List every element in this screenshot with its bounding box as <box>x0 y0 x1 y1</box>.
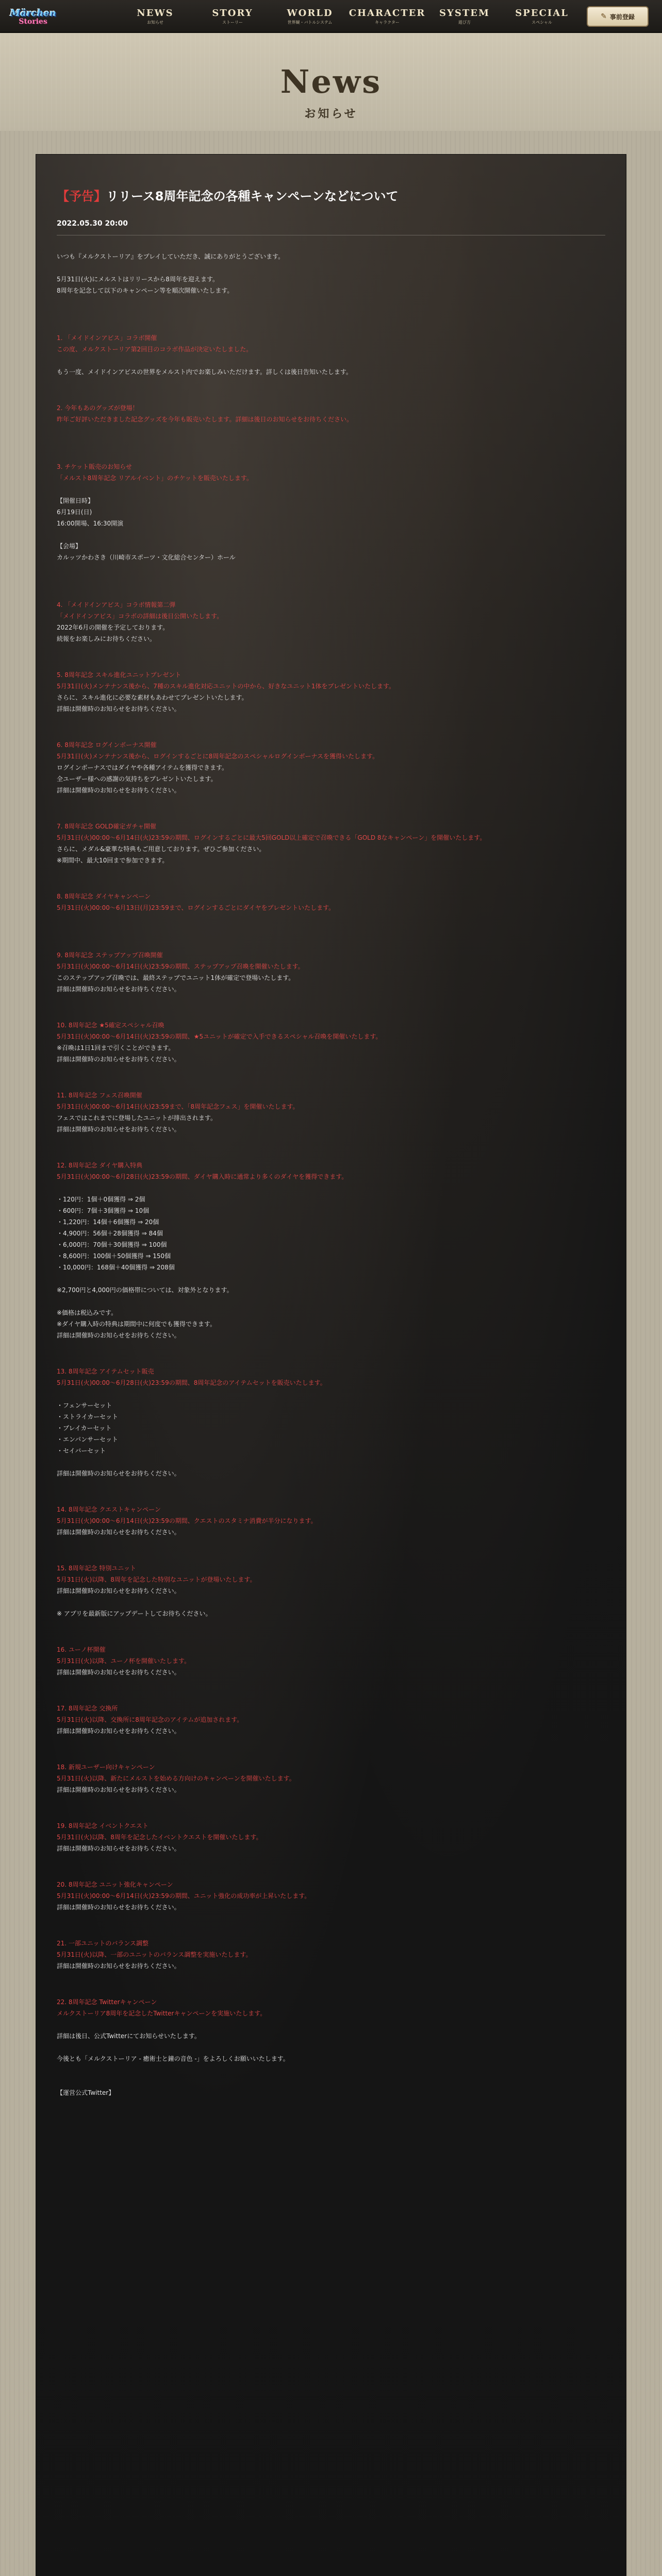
section-line: 16:00開場、16:30開演 <box>57 520 124 527</box>
section-line: 5月31日(火)00:00～6月28日(火)23:59の期間、8周年記念のアイテムセットを販売いたします。 <box>57 1379 326 1386</box>
section-line: 5月31日(火)以降、8周年を記念したイベントクエストを開催いたします。 <box>57 1834 262 1841</box>
section-heading: 11. 8周年記念 フェス召喚開催 <box>57 1092 142 1099</box>
section-heading: 12. 8周年記念 ダイヤ購入特典 <box>57 1162 143 1169</box>
main-nav <box>117 0 581 33</box>
page-title-area <box>0 33 662 131</box>
news-section <box>57 402 605 436</box>
intro-line: 8周年を記念して以下のキャンペーン等を順次開催いたします。 <box>57 287 234 294</box>
section-line: 5月31日(火)00:00～6月14日(火)23:59の期間、ログインするごとに最大5回GOLD以上確定で召喚できる「GOLD 8なキャンペーン」を開催いたします。 <box>57 834 486 841</box>
section-line: 詳細は開催時のお知らせをお待ちください。 <box>57 1962 180 1970</box>
section-line <box>57 1273 605 1284</box>
nav-news-sub: お知らせ <box>147 20 163 25</box>
article-date: 2022.05.30 20:00 <box>57 219 128 228</box>
section-line: 5月31日(火)以降、新たにメルストを始める方向けのキャンペーンを開催いたします。 <box>57 1775 295 1782</box>
section-line: 2022年6月の開催を予定しております。 <box>57 624 169 631</box>
news-section <box>57 1366 605 1479</box>
section-line: 5月31日(火)00:00～6月13日(月)23:59まで、ログインするごとにダイヤをプレゼントいたします。 <box>57 904 335 911</box>
section-line <box>57 913 605 925</box>
section-line: 詳細は開催時のお知らせをお待ちください。 <box>57 1727 180 1735</box>
section-line: フェスではこれまでに登場したユニットが排出されます。 <box>57 1114 217 1122</box>
pre-register-button[interactable] <box>587 6 649 27</box>
section-heading: 9. 8周年記念 ステップアップ召喚開催 <box>57 952 163 959</box>
section-line <box>57 355 605 366</box>
nav-world-sub: 世界観・バトルシステム <box>287 20 333 25</box>
nav-character-label: CHARACTER <box>349 8 426 19</box>
logo-sub-text: Stories <box>19 18 47 26</box>
section-line: 5月31日(火)メンテナンス後から、ログインするごとに8周年記念のスペシャルログインボーナスを獲得いたします。 <box>57 753 379 760</box>
section-line <box>57 563 605 574</box>
section-line: ※ダイヤ購入時の特典は期間中に何度でも獲得できます。 <box>57 1320 216 1328</box>
nav-story-sub: ストーリー <box>222 20 243 25</box>
section-line <box>57 1296 605 1307</box>
section-heading: 15. 8周年記念 特別ユニット <box>57 1565 136 1572</box>
section-line <box>57 425 605 436</box>
section-line: ・600円：7個＋3個獲得 ⇒ 10個 <box>57 1207 150 1214</box>
section-heading: 4. 「メイドインアビス」コラボ情報第二弾 <box>57 601 176 608</box>
section-heading: 21. 一部ユニットのバランス調整 <box>57 1940 149 1947</box>
section-line: 5月31日(火)メンテナンス後から、7種のスキル進化対応ユニットの中から、好きなユニット1体をプレゼントいたします。 <box>57 683 395 690</box>
section-line: ・4,900円：56個＋28個獲得 ⇒ 84個 <box>57 1230 163 1237</box>
section-line: 詳細は開催時のお知らせをお待ちください。 <box>57 986 180 993</box>
section-line <box>57 1182 605 1194</box>
nav-character-sub: キャラクター <box>375 20 400 25</box>
article-intro <box>57 251 605 308</box>
article-title-text: リリース8周年記念の各種キャンペーンなどについて <box>106 189 399 204</box>
section-line: ・1,220円：14個＋6個獲得 ⇒ 20個 <box>57 1218 159 1226</box>
section-line: 5月31日(火)00:00～6月14日(火)23:59の期間、クエストのスタミナ消費が半分になります。 <box>57 1517 317 1524</box>
section-line <box>57 2019 605 2030</box>
nav-news-label: NEWS <box>137 8 174 19</box>
section-line: ・120円：1個＋0個獲得 ⇒ 2個 <box>57 1196 145 1203</box>
news-section <box>57 1160 605 1341</box>
section-heading: 7. 8周年記念 GOLD確定ガチャ開催 <box>57 823 157 830</box>
article-tag: 【予告】 <box>57 189 106 204</box>
news-section <box>57 1820 605 1854</box>
section-line: 5月31日(火)00:00～6月14日(火)23:59まで、「8周年記念フェス」を開催いたします。 <box>57 1103 299 1110</box>
section-line: 詳細は開催時のお知らせをお待ちください。 <box>57 1786 180 1793</box>
section-line: ※期間中、最大10回まで参加できます。 <box>57 857 169 864</box>
news-section <box>57 599 605 645</box>
section-line: 詳細は開催時のお知らせをお待ちください。 <box>57 1669 180 1676</box>
page-title: News <box>280 63 382 100</box>
section-line: 昨年ご好評いただきました記念グッズを今年も販売いたします。詳細は後日のお知らせをお待ちください。 <box>57 416 353 423</box>
section-line: 【開催日時】 <box>57 497 94 504</box>
section-heading: 2. 今年もあのグッズが登場！ <box>57 404 139 412</box>
section-line <box>57 484 605 495</box>
nav-story-label: STORY <box>212 8 253 19</box>
section-line: 詳細は後日、公式Twitterにてお知らせいたします。 <box>57 2032 201 2040</box>
section-heading: 22. 8周年記念 Twitterキャンペーン <box>57 1998 157 2006</box>
section-line <box>57 1597 605 1608</box>
section-line <box>57 2042 605 2053</box>
nav-story[interactable] <box>194 0 271 33</box>
nav-news[interactable] <box>117 0 194 33</box>
section-line: 5月31日(火)00:00～6月14日(火)23:59の期間、ステップアップ召喚を開催いたします。 <box>57 963 304 970</box>
section-line: 全ユーザー様への感謝の気持ちをプレゼントいたします。 <box>57 775 217 783</box>
section-line: 詳細は開催時のお知らせをお待ちください。 <box>57 1845 180 1852</box>
section-line: ・6,000円：70個＋30個獲得 ⇒ 100個 <box>57 1241 167 1248</box>
section-line <box>57 2076 605 2087</box>
section-line: メルクストーリア8周年を記念したTwitterキャンペーンを実施いたします。 <box>57 2010 267 2017</box>
page-subtitle: お知らせ <box>304 108 358 121</box>
section-heading: 18. 新規ユーザー向けキャンペーン <box>57 1764 155 1771</box>
news-section <box>57 1879 605 1913</box>
intro-line: いつも『メルクストーリア』をプレイしていただき、誠にありがとうございます。 <box>57 253 285 260</box>
section-heading: 19. 8周年記念 イベントクエスト <box>57 1822 148 1829</box>
section-line: 5月31日(火)00:00～6月14日(火)23:59の期間、★5ユニットが確定で入手できるスペシャル召喚を開催いたします。 <box>57 1033 382 1040</box>
news-section <box>57 1703 605 1737</box>
global-header <box>0 0 662 33</box>
news-section <box>57 739 605 796</box>
section-line: 5月31日(火)以降、ユーノ杯を開催いたします。 <box>57 1657 191 1665</box>
section-line: ※ アプリを最新版にアップデートしてお待ちください。 <box>57 1610 212 1617</box>
section-line: 6月19日(日) <box>57 509 92 516</box>
section-heading: 6. 8周年記念 ログインボーナス開催 <box>57 741 157 749</box>
section-line <box>57 2064 605 2076</box>
game-logo[interactable] <box>9 2 57 32</box>
section-line: ※価格は税込みです。 <box>57 1309 118 1316</box>
news-article-panel <box>36 155 626 2576</box>
section-line: ・エンパンサーセット <box>57 1436 118 1443</box>
section-heading: 16. ユーノ杯開催 <box>57 1646 106 1653</box>
section-heading: 20. 8周年記念 ユニット強化キャンペーン <box>57 1881 173 1888</box>
nav-special-sub: スペシャル <box>532 20 552 25</box>
section-line: 今後とも「メルクストーリア - 癒術士と鐘の音色 -」をよろしくお願いいたします。 <box>57 2055 289 2062</box>
news-section <box>57 332 605 378</box>
section-line: 詳細は開催時のお知らせをお待ちください。 <box>57 1529 180 1536</box>
news-section <box>57 1504 605 1538</box>
nav-character[interactable] <box>349 0 426 33</box>
section-line: ・セイバーセット <box>57 1447 106 1454</box>
section-heading: 13. 8周年記念 アイテムセット販売 <box>57 1368 154 1375</box>
section-line: ・ストライカーセット <box>57 1413 119 1420</box>
section-line: 詳細は開催時のお知らせをお待ちください。 <box>57 787 180 794</box>
nav-system-label: SYSTEM <box>439 8 490 19</box>
section-line: このステップアップ召喚では、最終ステップでユニット1体が確定で登場いたします。 <box>57 974 295 981</box>
article-title <box>57 188 605 205</box>
article-body <box>57 251 605 2098</box>
section-line: さらに、メダル&豪華な特典もご用意しております。ぜひご参加ください。 <box>57 845 266 853</box>
section-line: ・10,000円：168個＋40個獲得 ⇒ 208個 <box>57 1264 175 1271</box>
section-line: 5月31日(火)00:00～6月28日(火)23:59の期間、ダイヤ購入時に通常より多くのダイヤを獲得できます。 <box>57 1173 348 1180</box>
nav-system-sub: 遊び方 <box>458 20 471 25</box>
nav-special[interactable] <box>503 0 581 33</box>
section-line: 詳細は開催時のお知らせをお待ちください。 <box>57 705 180 713</box>
section-line <box>57 1388 605 1400</box>
section-line: 【運営公式Twitter】 <box>57 2089 115 2096</box>
section-line <box>57 1456 605 1468</box>
section-line: 5月31日(火)以降、交換所に8周年記念のアイテムが追加されます。 <box>57 1716 243 1723</box>
section-heading: 1. 「メイドインアビス」コラボ開催 <box>57 334 157 342</box>
feather-icon: ✎ <box>601 12 607 21</box>
section-line: 5月31日(火)以降、一部のユニットのバランス調整を実施いたします。 <box>57 1951 252 1958</box>
section-line: 「メルスト8周年記念 リアルイベント」のチケットを販売いたします。 <box>57 474 253 482</box>
section-line: カルッツかわさき（川崎市スポーツ・文化総合センター）ホール <box>57 554 236 561</box>
news-article <box>57 155 605 2098</box>
section-line: 「メイドインアビス」コラボの詳細は後日公開いたします。 <box>57 613 223 620</box>
news-section <box>57 1563 605 1619</box>
news-section <box>57 1020 605 1065</box>
section-line: もう一度、メイドインアビスの世界をメルスト内でお楽しみいただけます。詳しくは後日告知いたします。 <box>57 368 352 376</box>
section-line: 5月31日(火)以降、8周年を記念した特別なユニットが登場いたします。 <box>57 1576 256 1583</box>
section-line: この度、メルクストーリア第2回目のコラボ作品が決定いたしました。 <box>57 346 253 353</box>
news-section <box>57 950 605 995</box>
section-line: 詳細は開催時のお知らせをお待ちください。 <box>57 1904 180 1911</box>
news-section <box>57 1644 605 1678</box>
section-line: 詳細は開催時のお知らせをお待ちください。 <box>57 1332 180 1339</box>
intro-line: 5月31日(火)にメルストはリリースから8周年を迎えます。 <box>57 276 219 283</box>
pre-register-label: 事前登録 <box>609 13 635 21</box>
section-heading: 14. 8周年記念 クエストキャンペーン <box>57 1506 161 1513</box>
intro-line <box>57 296 605 308</box>
section-line: 詳細は開催時のお知らせをお待ちください。 <box>57 1587 180 1595</box>
section-heading: 3. チケット販売のお知らせ <box>57 463 132 470</box>
nav-system[interactable] <box>426 0 503 33</box>
nav-special-label: SPECIAL <box>515 8 569 19</box>
section-line: 【会場】 <box>57 543 82 550</box>
logo-main-text: Märchen <box>10 8 56 19</box>
news-section <box>57 891 605 925</box>
section-line: さらに、スキル進化に必要な素材もあわせてプレゼントいたします。 <box>57 694 248 701</box>
section-line: 詳細は開催時のお知らせをお待ちください。 <box>57 1056 180 1063</box>
news-section <box>57 461 605 574</box>
section-heading: 17. 8周年記念 交換所 <box>57 1705 118 1712</box>
section-line: ・ブレイカーセット <box>57 1425 112 1432</box>
section-line: ・フェンサーセット <box>57 1402 112 1409</box>
section-line: 詳細は開催時のお知らせをお待ちください。 <box>57 1126 180 1133</box>
section-line: 続報をお楽しみにお待ちください。 <box>57 635 156 642</box>
section-heading: 5. 8周年記念 スキル進化ユニットプレゼント <box>57 671 181 679</box>
section-heading: 10. 8周年記念 ★5確定スペシャル召喚 <box>57 1022 164 1029</box>
news-section <box>57 1761 605 1795</box>
section-line: 5月31日(火)00:00～6月14日(火)23:59の期間、ユニット強化の成功率が上昇いたします。 <box>57 1892 311 1900</box>
section-heading: 8. 8周年記念 ダイヤキャンペーン <box>57 893 151 900</box>
intro-line <box>57 262 605 274</box>
news-section <box>57 1996 605 2098</box>
news-section <box>57 669 605 715</box>
nav-world[interactable] <box>271 0 349 33</box>
news-section <box>57 1090 605 1135</box>
section-line: ログインボーナスではダイヤや各種アイテムを獲得できます。 <box>57 764 228 771</box>
section-line: ※2,700円と4,000円の価格帯については、対象外となります。 <box>57 1286 233 1294</box>
section-line: ※召喚は1日1回まで引くことができます。 <box>57 1044 175 1052</box>
section-line <box>57 529 605 540</box>
news-section <box>57 821 605 866</box>
section-line: 詳細は開催時のお知らせをお待ちください。 <box>57 1470 180 1477</box>
news-section <box>57 1938 605 1972</box>
section-line: ・8,600円：100個＋50個獲得 ⇒ 150個 <box>57 1252 171 1260</box>
nav-world-label: WORLD <box>287 8 333 19</box>
